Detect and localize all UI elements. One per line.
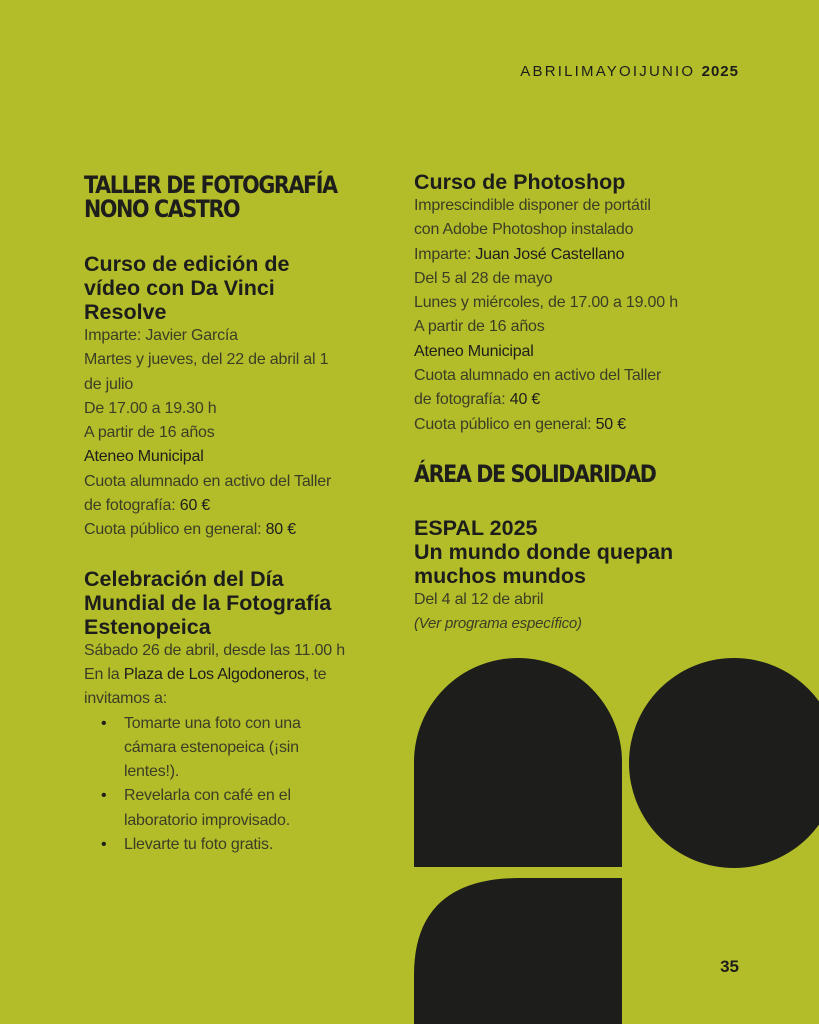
course-place-value: Ateneo Municipal	[84, 448, 204, 466]
event-title-line: muchos mundos	[414, 563, 587, 588]
fee-value: 40 €	[509, 391, 541, 409]
page-number: 35	[720, 957, 739, 976]
bullet-line: Llevarte tu foto gratis.	[124, 836, 274, 854]
header-year: 2025	[701, 63, 739, 80]
course-age: A partir de 16 años	[414, 318, 545, 336]
event-title-line: ESPAL 2025	[414, 515, 538, 540]
course-fee-members: Cuota alumnado en activo del Taller	[84, 472, 332, 490]
course-dates: de julio	[84, 375, 134, 393]
course-requirement: con Adobe Photoshop instalado	[414, 221, 634, 239]
section-title-line: NONO CASTRO	[84, 195, 240, 223]
leaf-shape	[414, 878, 622, 1024]
event-dates: Del 4 al 12 de abril	[414, 590, 544, 608]
course-fee-members: Cuota alumnado en activo del Taller	[414, 367, 662, 385]
event-place-pre: En la	[84, 665, 124, 683]
course-dates: Del 5 al 28 de mayo	[414, 269, 553, 287]
arch-shape	[414, 658, 622, 867]
course-title: Curso de Photoshop	[414, 170, 626, 194]
fee-value: 50 €	[595, 415, 626, 433]
course-title-line: vídeo con Da Vinci	[84, 276, 275, 300]
course-age: A partir de 16 años	[84, 424, 215, 442]
event-title-line: Estenopeica	[84, 614, 211, 639]
course-title-line: Curso de edición de	[84, 252, 290, 276]
fee-label: de fotografía:	[84, 497, 180, 515]
event-place-value: Plaza de Los Algodoneros	[123, 665, 305, 683]
teacher-name: Juan José Castellano	[475, 245, 625, 263]
bullet-line: Tomarte una foto con una	[124, 714, 301, 732]
header-months: ABRILIMAYOIJUNIO	[520, 63, 696, 80]
fee-value: 80 €	[265, 521, 296, 539]
course-title-line: Resolve	[84, 300, 167, 324]
teacher-label: Imparte:	[414, 245, 476, 263]
section-title-line: TALLER DE FOTOGRAFÍA	[84, 171, 337, 199]
event-invite: invitamos a:	[84, 690, 167, 708]
course-teacher: Imparte: Javier García	[84, 327, 238, 344]
fee-label: de fotografía:	[414, 391, 510, 409]
event-title-line: Celebración del Día	[84, 566, 284, 591]
bullet-line: laboratorio improvisado.	[124, 811, 290, 829]
event-title-line: Mundial de la Fotografía	[84, 590, 332, 615]
event-title-line: Un mundo donde quepan	[414, 539, 674, 564]
bullet-line: Revelarla con café en el	[124, 787, 291, 805]
bullet-line: lentes!).	[124, 763, 180, 781]
course-place-value: Ateneo Municipal	[414, 342, 534, 360]
course-time: Lunes y miércoles, de 17.00 a 19.00 h	[414, 294, 678, 312]
event-note: (Ver programa específico)	[414, 615, 582, 633]
bullet-line: cámara estenopeica (¡sin	[124, 738, 299, 756]
fee-label: Cuota público en general:	[84, 521, 266, 539]
fee-label: Cuota público en general:	[414, 415, 596, 433]
event-date: Sábado 26 de abril, desde las 11.00 h	[84, 641, 345, 659]
section-title-solidaridad: ÁREA DE SOLIDARIDAD	[414, 459, 656, 488]
course-requirement: Imprescindible disponer de portátil	[414, 197, 651, 214]
event-place-post: , te	[304, 665, 327, 683]
circle-shape	[629, 658, 819, 868]
course-dates: Martes y jueves, del 22 de abril al 1	[84, 351, 329, 369]
course-time: De 17.00 a 19.30 h	[84, 399, 217, 417]
fee-value: 60 €	[179, 497, 211, 515]
